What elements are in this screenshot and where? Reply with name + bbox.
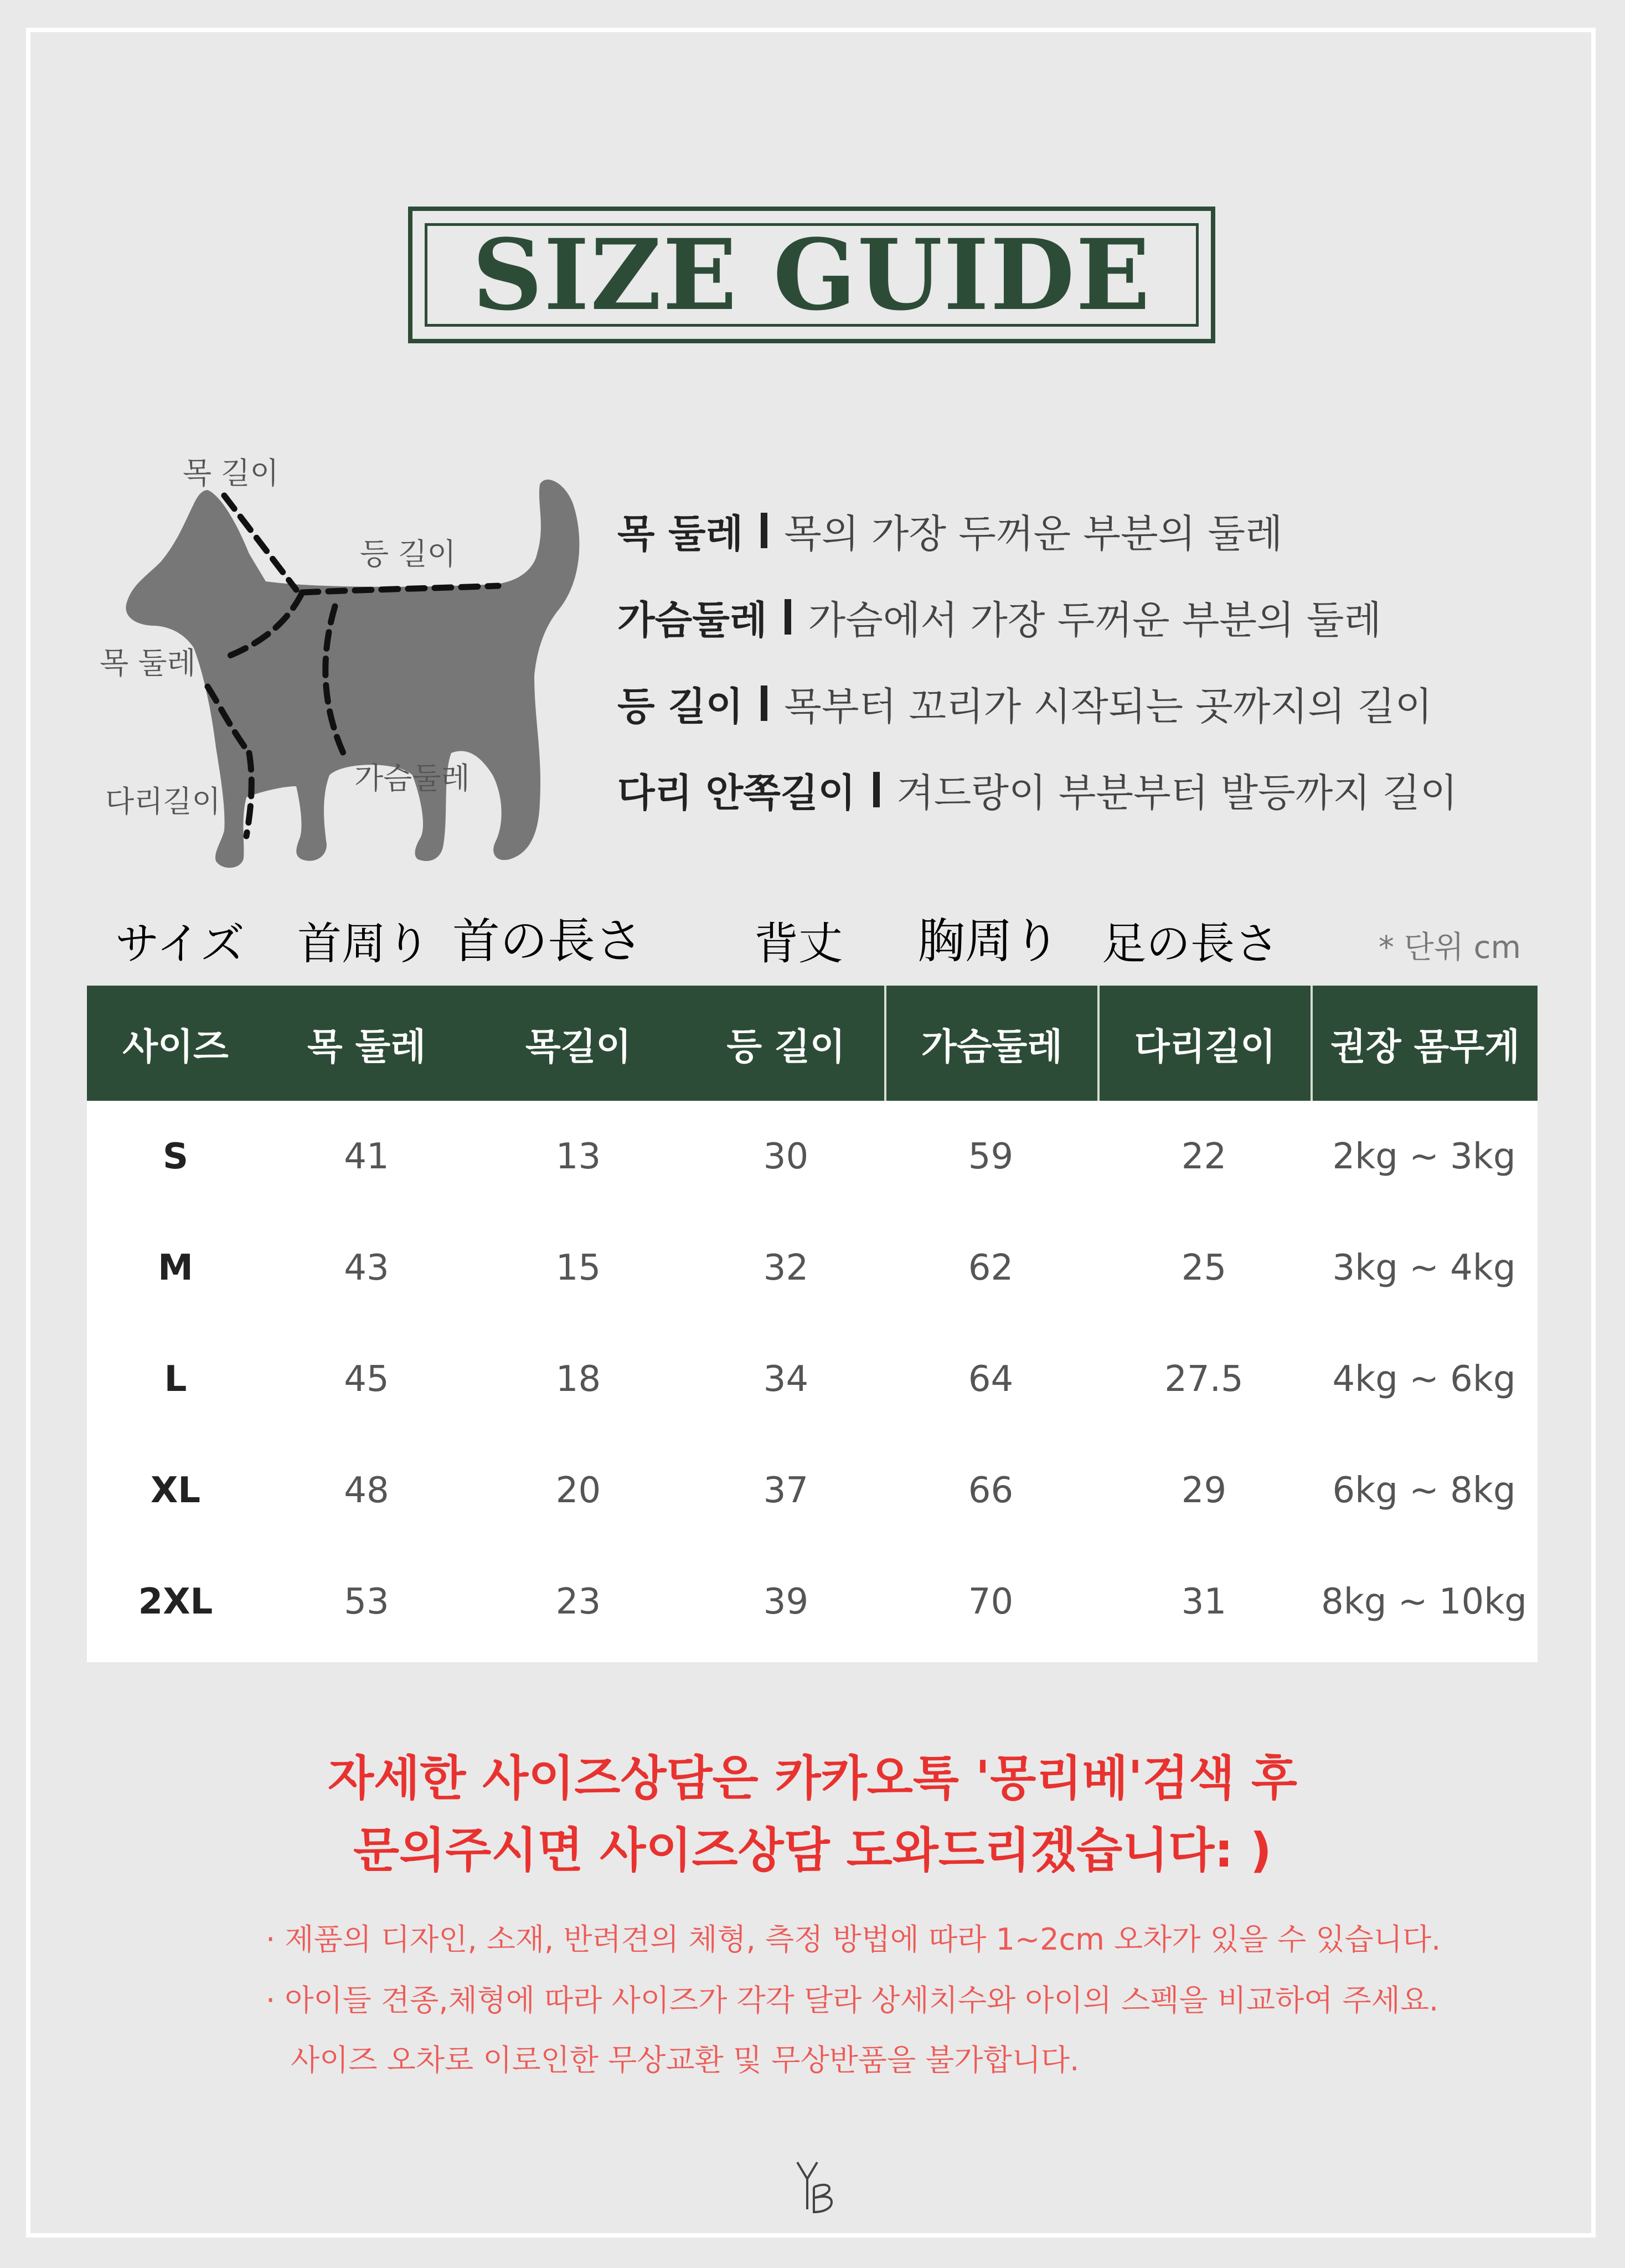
cell-leg-length: 31 <box>1181 1581 1227 1622</box>
notice-line-1: 자세한 사이즈상담은 카카오톡 '몽리베'검색 후 <box>328 1751 1297 1806</box>
notice-line-2: 문의주시면 사이즈상담 도와드리겠습니다: ) <box>353 1823 1272 1878</box>
table-header-row <box>87 986 1538 1101</box>
cell-weight: 8kg ~ 10kg <box>1321 1581 1527 1622</box>
column-header-size: 사이즈 <box>122 1025 229 1068</box>
fine-print-line-2: · 아이들 견종,체형에 따라 사이즈가 각각 달라 상세치수와 아이의 스펙을 비교하여 주세요. <box>266 1983 1439 2018</box>
cell-chest-girth: 64 <box>968 1358 1014 1400</box>
column-header-leg-length: 다리길이 <box>1097 986 1311 1101</box>
unit-note: * 단위 cm <box>1378 930 1521 966</box>
cell-leg-length: 25 <box>1181 1247 1227 1288</box>
cell-leg-length: 27.5 <box>1164 1358 1244 1400</box>
cell-neck-girth: 48 <box>344 1470 389 1511</box>
cell-size: M <box>158 1247 193 1288</box>
cell-neck-length: 18 <box>555 1358 601 1400</box>
definition-term: 등 길이 <box>617 683 744 729</box>
cell-leg-length: 29 <box>1181 1470 1227 1511</box>
jp-header-back-length: 背丈 <box>754 918 843 970</box>
definition-row <box>617 487 1559 574</box>
cell-back-length: 34 <box>763 1358 809 1400</box>
cell-size: 2XL <box>138 1581 213 1622</box>
column-header-neck-length: 목길이 <box>525 1025 632 1068</box>
column-header-neck-girth: 목 둘레 <box>307 1025 426 1068</box>
label-neck-girth: 목 둘레 <box>100 646 196 681</box>
page-title: SIZE GUIDE <box>472 217 1152 332</box>
jp-header-size: サイズ <box>115 918 245 970</box>
cell-neck-girth: 45 <box>344 1358 389 1400</box>
table-row <box>87 1546 1538 1657</box>
cell-back-length: 30 <box>763 1136 809 1177</box>
jp-header-chest-girth: 胸周り <box>917 914 1060 969</box>
cell-neck-length: 20 <box>555 1470 601 1511</box>
label-chest-girth: 가슴둘레 <box>354 761 470 796</box>
dog-diagram <box>83 443 598 886</box>
cell-chest-girth: 62 <box>968 1247 1014 1288</box>
cell-neck-length: 23 <box>555 1581 601 1622</box>
cell-weight: 4kg ~ 6kg <box>1332 1358 1516 1400</box>
cell-size: S <box>162 1136 189 1177</box>
fine-print-line-3: 사이즈 오차로 이로인한 무상교환 및 무상반품을 불가합니다. <box>291 2043 1080 2078</box>
cell-size: XL <box>150 1470 201 1511</box>
size-table <box>87 986 1538 1662</box>
cell-neck-girth: 43 <box>344 1247 389 1288</box>
jp-header-leg-length: 足の長さ <box>1102 918 1279 970</box>
label-leg-length: 다리길이 <box>105 784 221 819</box>
cell-back-length: 32 <box>763 1247 809 1288</box>
definition-description: 목부터 꼬리가 시작되는 곳까지의 길이 <box>784 683 1433 729</box>
jp-header-neck-length: 首の長さ <box>452 914 643 969</box>
column-header-back-length: 등 길이 <box>726 1025 845 1068</box>
table-row <box>87 1212 1538 1323</box>
cell-back-length: 39 <box>763 1581 809 1622</box>
definition-term: 다리 안쪽길이 <box>617 770 856 816</box>
cell-neck-girth: 41 <box>344 1136 389 1177</box>
table-row <box>87 1101 1538 1212</box>
cell-weight: 3kg ~ 4kg <box>1332 1247 1516 1288</box>
definition-description: 목의 가장 두꺼운 부분의 둘레 <box>784 511 1283 556</box>
definition-row <box>617 746 1559 833</box>
cell-neck-girth: 53 <box>344 1581 389 1622</box>
column-header-chest-girth: 가슴둘레 <box>884 986 1097 1101</box>
cell-weight: 2kg ~ 3kg <box>1332 1136 1516 1177</box>
cell-leg-length: 22 <box>1181 1136 1227 1177</box>
divider-bar <box>785 599 791 635</box>
cell-weight: 6kg ~ 8kg <box>1332 1470 1516 1511</box>
definition-row <box>617 660 1559 746</box>
divider-bar <box>761 685 767 721</box>
divider-bar <box>761 513 767 548</box>
table-row <box>87 1323 1538 1435</box>
brand-logo-icon <box>792 2157 836 2218</box>
label-back-length: 등 길이 <box>360 537 456 571</box>
cell-chest-girth: 66 <box>968 1470 1014 1511</box>
cell-back-length: 37 <box>763 1470 809 1511</box>
title-inner-box <box>425 217 1199 332</box>
cell-neck-length: 13 <box>555 1136 601 1177</box>
definition-description: 겨드랑이 부분부터 발등까지 길이 <box>896 770 1458 816</box>
definition-description: 가슴에서 가장 두꺼운 부분의 둘레 <box>808 597 1382 643</box>
divider-bar <box>873 772 880 807</box>
cell-chest-girth: 59 <box>968 1136 1014 1177</box>
jp-header-neck-girth: 首周り <box>297 918 430 970</box>
table-row <box>87 1435 1538 1546</box>
cell-size: L <box>164 1358 187 1400</box>
definition-row <box>617 574 1559 660</box>
fine-print-line-1: · 제품의 디자인, 소재, 반려견의 체형, 측정 방법에 따라 1~2cm 오차가 있을 수 있습니다. <box>266 1922 1441 1957</box>
definition-term: 가슴둘레 <box>617 597 767 643</box>
column-header-weight: 권장 몸무게 <box>1311 986 1538 1101</box>
definition-list <box>617 487 1559 833</box>
cell-chest-girth: 70 <box>968 1581 1014 1622</box>
definition-term: 목 둘레 <box>617 511 744 556</box>
title-box <box>408 207 1215 343</box>
label-neck-length: 목 길이 <box>183 456 279 491</box>
cell-neck-length: 15 <box>555 1247 601 1288</box>
